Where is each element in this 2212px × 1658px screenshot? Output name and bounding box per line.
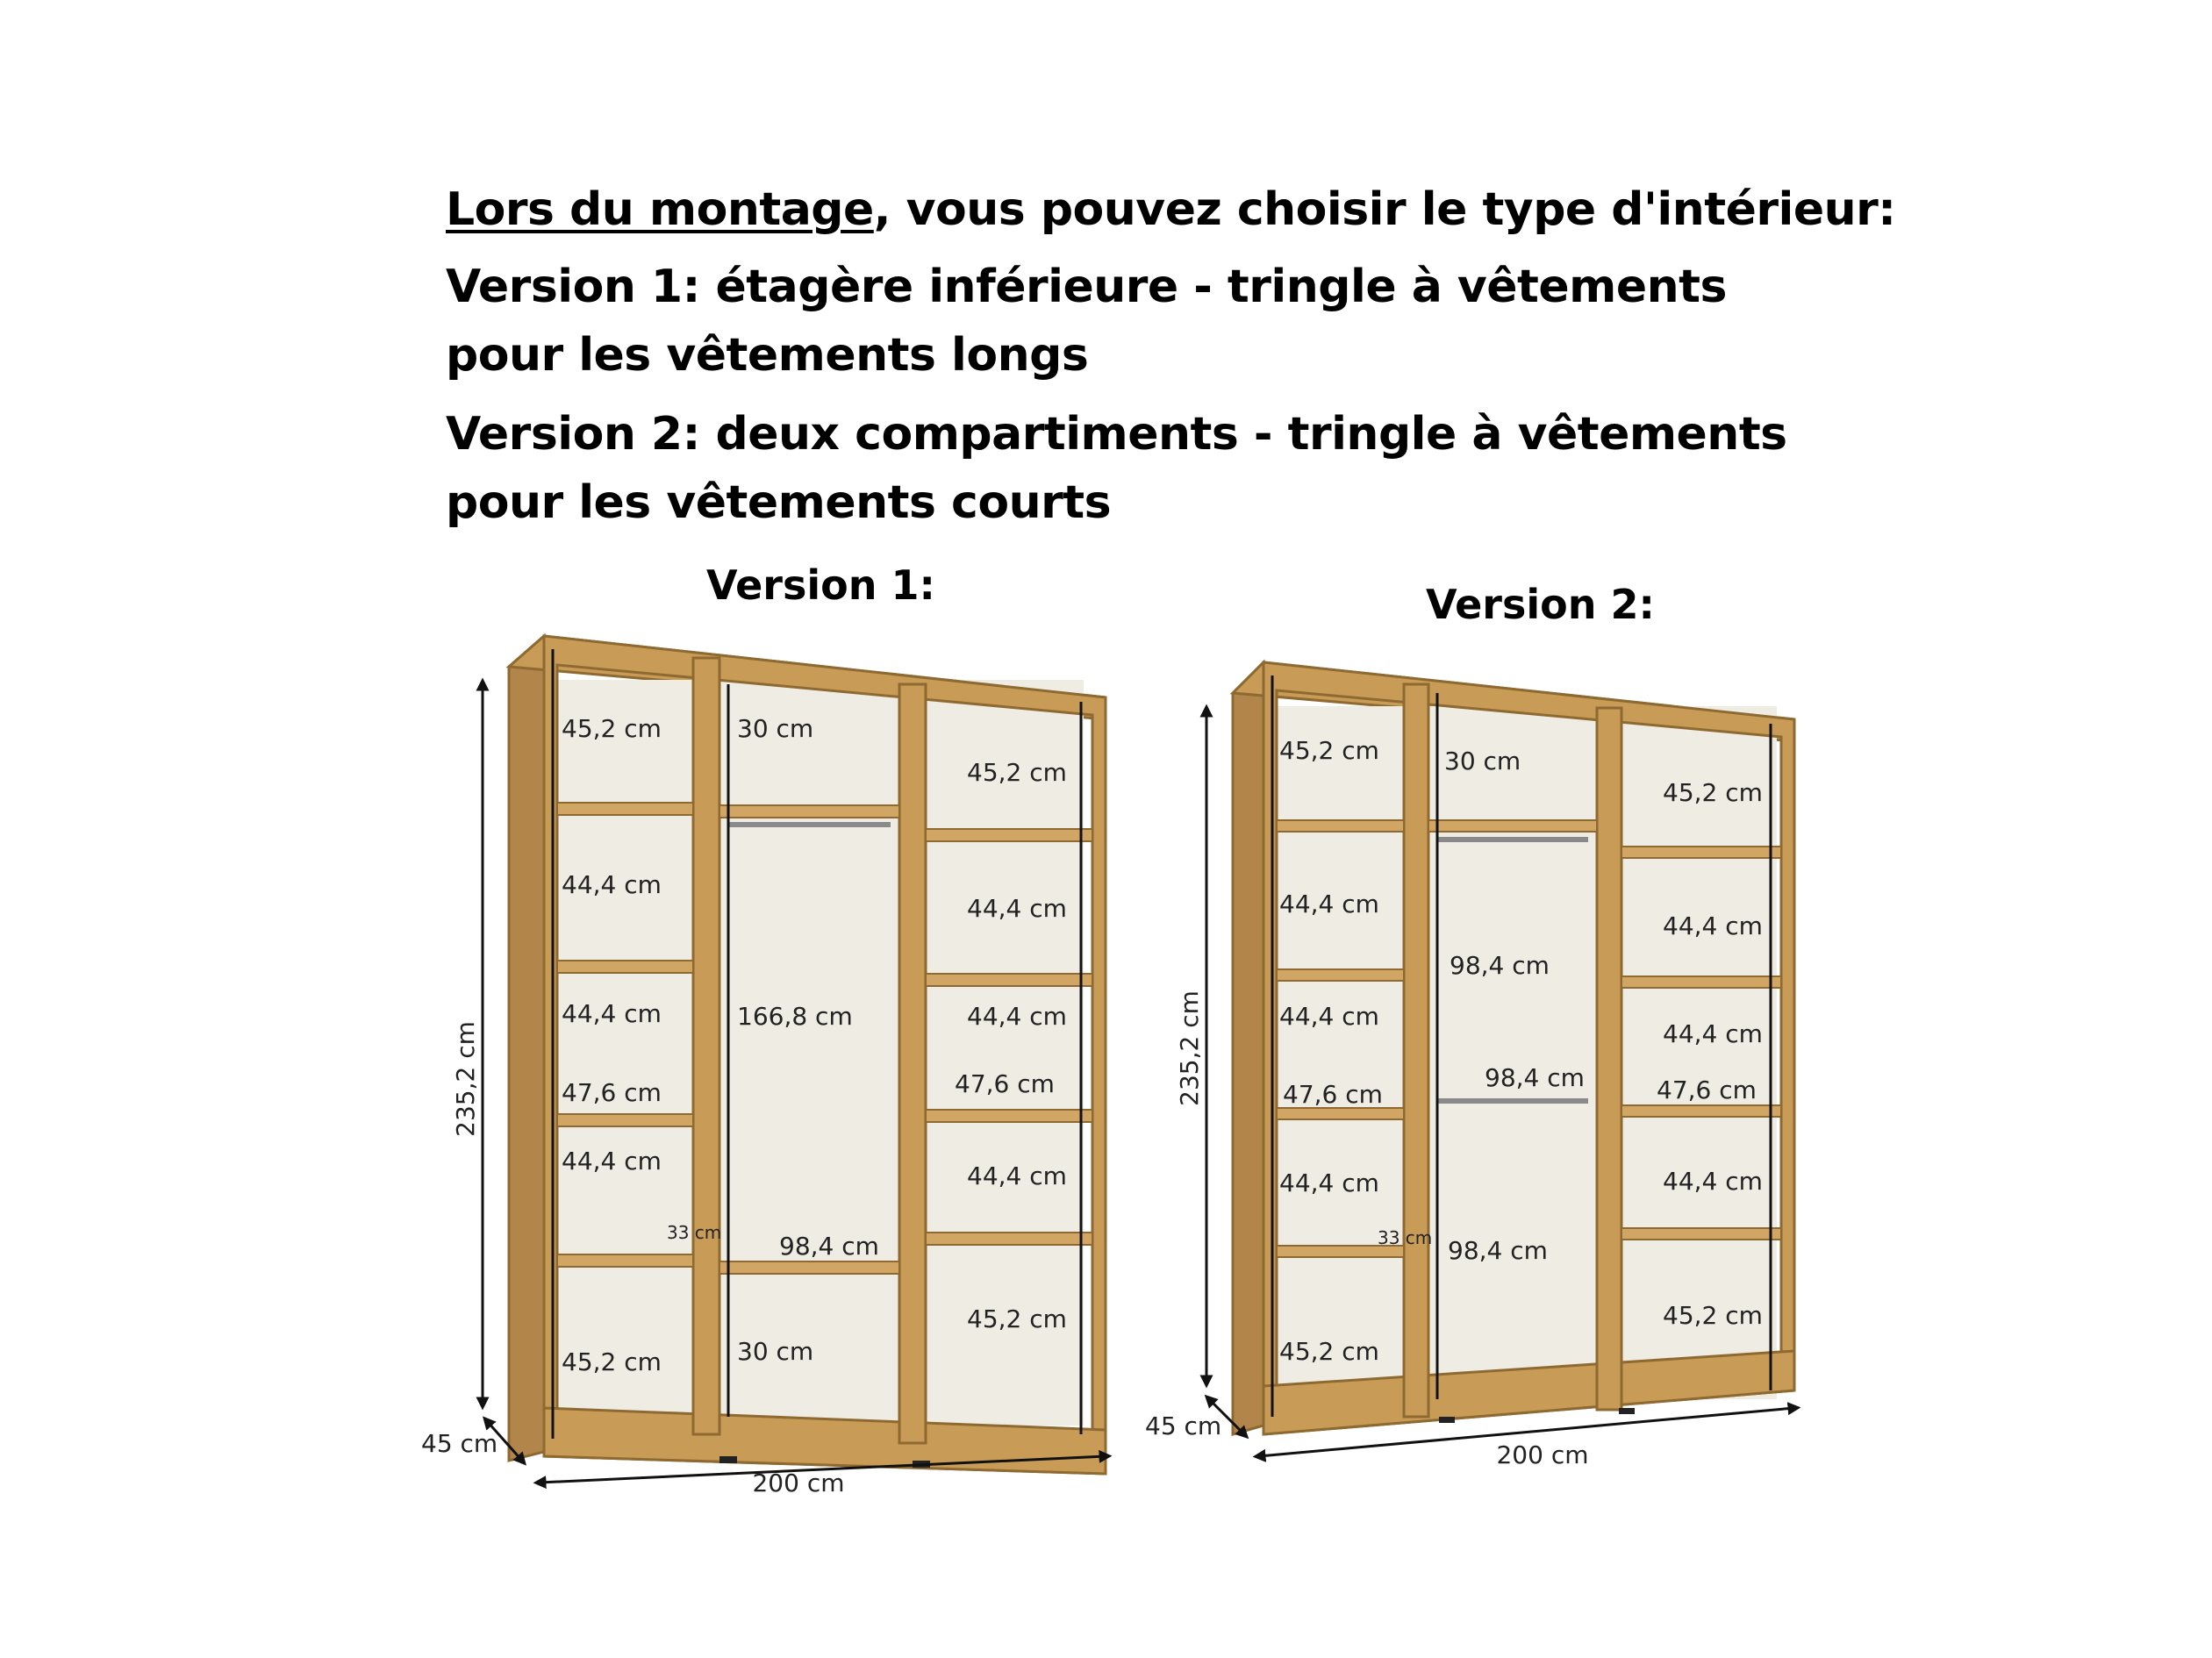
shelf — [926, 829, 1092, 841]
partition-right — [899, 684, 926, 1443]
left-compartment-5-label: 44,4 cm — [562, 1147, 662, 1176]
version2-description: Version 2: deux compartiments - tringle à vêtements pour les vêtements courts — [446, 408, 1787, 529]
partition-left — [693, 658, 719, 1434]
version1-label: Version 1: — [706, 561, 935, 609]
foot — [719, 1456, 737, 1463]
partition-left — [1404, 684, 1428, 1417]
height-label: 235,2 cm — [1175, 990, 1204, 1106]
wardrobe-version2-diagram — [1141, 645, 1825, 1469]
partition-right — [1597, 708, 1621, 1410]
left-compartment-1-label: 45,2 cm — [562, 714, 662, 743]
right-compartment-5-label: 44,4 cm — [1663, 1167, 1763, 1196]
version1-description: Version 1: étagère inférieure - tringle à vêtements pour les vêtements longs — [446, 261, 1727, 382]
middle-lower-hanging-label: 98,4 cm — [1448, 1236, 1548, 1265]
left-compartment-2-label: 44,4 cm — [562, 870, 662, 899]
right-compartment-6-label: 45,2 cm — [967, 1304, 1067, 1333]
left-compartment-4-label: 47,6 cm — [1283, 1080, 1383, 1109]
middle-top-shelf — [719, 805, 899, 818]
shelf — [1621, 847, 1781, 858]
shelf — [557, 803, 693, 815]
shelf — [1277, 820, 1404, 832]
intro-rest-text: , vous pouvez choisir le type d'intérieur: — [873, 183, 1896, 236]
middle-top-label: 30 cm — [737, 714, 814, 743]
right-compartment-3-label: 44,4 cm — [1663, 1019, 1763, 1048]
shelf — [926, 974, 1092, 986]
intro-underlined-text: Lors du montage — [446, 183, 874, 236]
side-panel-left — [1233, 662, 1263, 1434]
right-compartment-3-label: 44,4 cm — [967, 1002, 1067, 1031]
middle-width-label: 98,4 cm — [779, 1232, 879, 1261]
left-compartment-2-label: 44,4 cm — [1279, 890, 1379, 918]
right-compartment-5-label: 44,4 cm — [967, 1161, 1067, 1190]
shelf — [1621, 1228, 1781, 1240]
shelf — [926, 1233, 1092, 1245]
left-compartment-6-label: 45,2 cm — [1279, 1337, 1379, 1366]
shelf — [1621, 1105, 1781, 1117]
right-compartment-1-label: 45,2 cm — [1663, 778, 1763, 807]
height-label: 235,2 cm — [451, 1021, 480, 1137]
right-compartment-2-label: 44,4 cm — [1663, 911, 1763, 940]
left-compartment-3-label: 44,4 cm — [1279, 1002, 1379, 1031]
right-compartment-4-label: 47,6 cm — [1657, 1076, 1757, 1104]
left-compartment-1-label: 45,2 cm — [1279, 736, 1379, 765]
shelf — [1277, 1108, 1404, 1119]
right-compartment-1-label: 45,2 cm — [967, 758, 1067, 787]
middle-width-label: 98,4 cm — [1485, 1063, 1585, 1092]
wardrobe-version1-diagram — [412, 614, 1132, 1500]
left-compartment-6-label: 45,2 cm — [562, 1347, 662, 1376]
right-compartment-2-label: 44,4 cm — [967, 894, 1067, 923]
shelf-depth-label: 33 cm — [667, 1222, 722, 1243]
middle-bottom-label: 30 cm — [737, 1337, 814, 1366]
intro-heading — [446, 175, 1896, 244]
shelf — [1621, 976, 1781, 988]
foot — [1439, 1417, 1455, 1423]
back-panel — [1277, 706, 1777, 1399]
shelf — [557, 1254, 693, 1267]
middle-hanging-label: 166,8 cm — [737, 1002, 853, 1031]
shelf — [557, 961, 693, 973]
middle-upper-hanging-label: 98,4 cm — [1450, 951, 1550, 980]
width-label: 200 cm — [1496, 1440, 1589, 1469]
shelf — [1277, 969, 1404, 981]
depth-label: 45 cm — [421, 1429, 498, 1458]
side-panel-left — [509, 636, 544, 1461]
shelf — [557, 1114, 693, 1126]
shelf-depth-label: 33 cm — [1378, 1227, 1433, 1248]
middle-top-label: 30 cm — [1444, 747, 1521, 775]
right-compartment-4-label: 47,6 cm — [955, 1069, 1055, 1098]
version2-label: Version 2: — [1426, 581, 1655, 628]
shelf — [926, 1110, 1092, 1122]
left-compartment-4-label: 47,6 cm — [562, 1078, 662, 1107]
middle-bottom-shelf — [719, 1261, 899, 1274]
foot — [1619, 1408, 1635, 1414]
middle-top-shelf — [1428, 820, 1597, 832]
width-label: 200 cm — [752, 1469, 845, 1497]
depth-label: 45 cm — [1145, 1411, 1222, 1440]
left-compartment-5-label: 44,4 cm — [1279, 1168, 1379, 1197]
left-compartment-3-label: 44,4 cm — [562, 999, 662, 1028]
right-compartment-6-label: 45,2 cm — [1663, 1301, 1763, 1330]
